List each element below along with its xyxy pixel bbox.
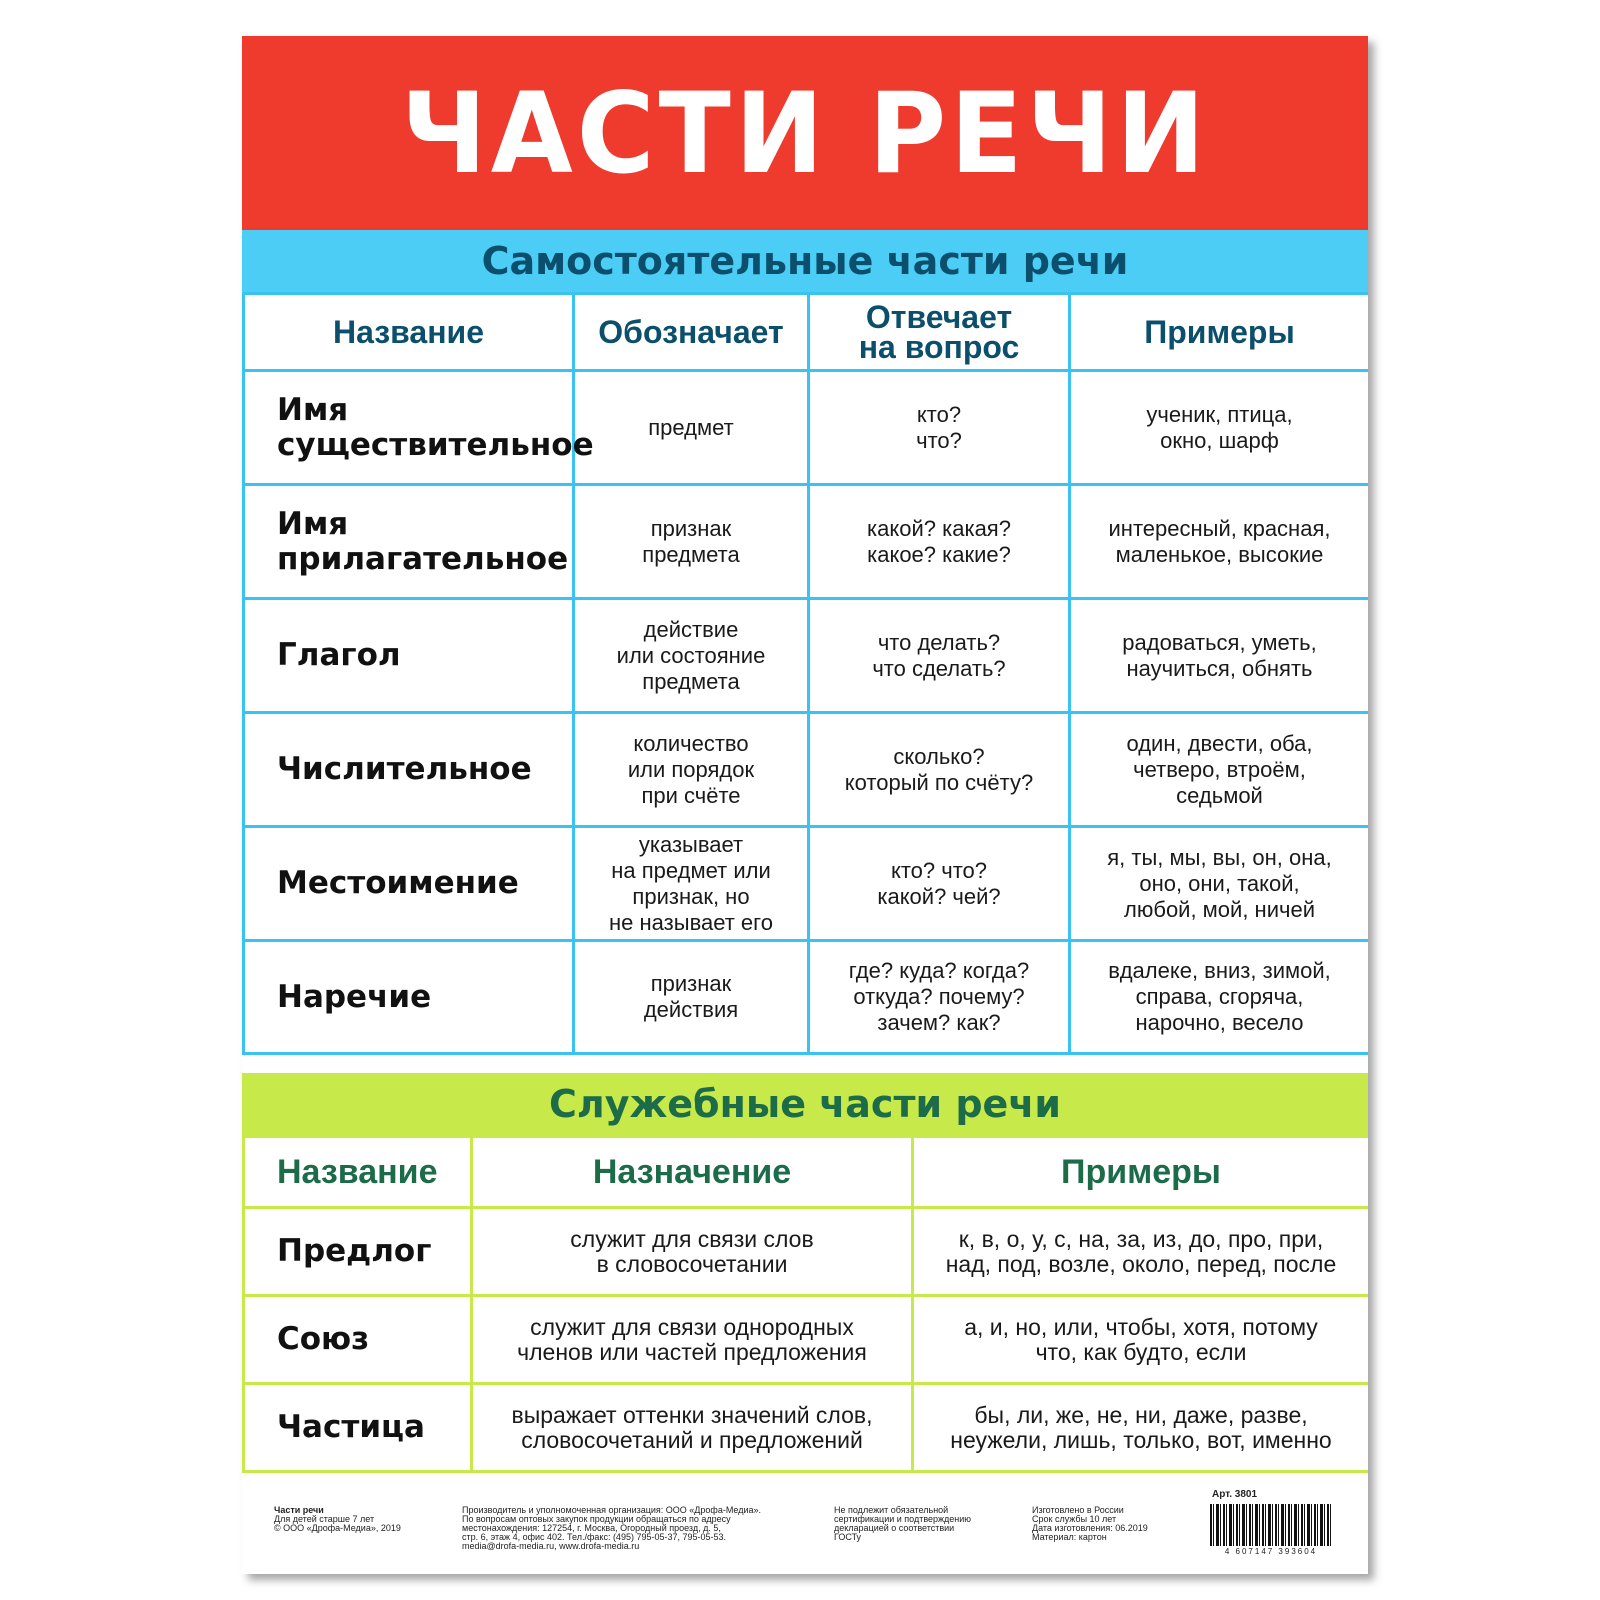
row-name: Имя прилагательное	[244, 485, 574, 599]
row-name: Предлог	[244, 1208, 472, 1296]
row-examples: один, двести, оба, четверо, втроём, седьмой	[1070, 713, 1369, 827]
row-purpose: выражает оттенки значений слов, словосочетаний и предложений	[472, 1384, 913, 1472]
row-examples: ученик, птица, окно, шарф	[1070, 371, 1369, 485]
barcode	[1210, 1504, 1332, 1546]
footer	[242, 1476, 1368, 1574]
row-meaning: предмет	[574, 371, 809, 485]
row-meaning: признак действия	[574, 941, 809, 1054]
row-name: Частица	[244, 1384, 472, 1472]
header-name: Название	[244, 1137, 472, 1208]
section1-title: Самостоятельные части речи	[481, 239, 1129, 283]
row-name: Союз	[244, 1296, 472, 1384]
row-question: кто? что? какой? чей?	[809, 827, 1070, 941]
header-name: Название	[244, 294, 574, 371]
row-meaning: действие или состояние предмета	[574, 599, 809, 713]
footer-product-info: Для детей старше 7 лет © ООО «Дрофа-Медиа», 2019	[274, 1514, 401, 1533]
poster	[242, 36, 1368, 1574]
table-row	[244, 1208, 1369, 1296]
row-name: Наречие	[244, 941, 574, 1054]
auxiliary-parts-table	[242, 1135, 1368, 1473]
header-question: Отвечает на вопрос	[809, 294, 1070, 371]
row-examples: вдалеке, вниз, зимой, справа, сгоряча, нарочно, весело	[1070, 941, 1369, 1054]
header-meaning: Обозначает	[574, 294, 809, 371]
table-row	[244, 713, 1369, 827]
footer-manufacturer: Производитель и уполномоченная организация: ООО «Дрофа-Медиа». По вопросам оптовых закупок продукции обращаться по адресу местонахождения: 127254, г. Москва, Огородный проезд, д. 5, стр. 6, этаж 4, офис 402. Тел./факс: (495) 795-05-37, 795-05-53. media@drofa-media.ru, www.drofa-media.ru	[462, 1505, 762, 1551]
article-number: Арт. 3801	[1212, 1489, 1258, 1500]
poster-title: ЧАСТИ РЕЧИ	[401, 68, 1209, 198]
table-row	[244, 371, 1369, 485]
row-name: Имя существительное	[244, 371, 574, 485]
row-meaning: признак предмета	[574, 485, 809, 599]
footer-product-title: Части речи	[274, 1505, 324, 1515]
header-examples: Примеры	[913, 1137, 1369, 1208]
row-question: что делать? что сделать?	[809, 599, 1070, 713]
table-row	[244, 1384, 1369, 1472]
independent-parts-table	[242, 292, 1368, 1055]
header-examples: Примеры	[1070, 294, 1369, 371]
row-question: кто? что?	[809, 371, 1070, 485]
table-row	[244, 485, 1369, 599]
table-row	[244, 599, 1369, 713]
row-examples: а, и, но, или, чтобы, хотя, потому что, как будто, если	[913, 1296, 1369, 1384]
row-examples: интересный, красная, маленькое, высокие	[1070, 485, 1369, 599]
table-row	[244, 1296, 1369, 1384]
row-meaning: указывает на предмет или признак, но не называет его	[574, 827, 809, 941]
row-question: сколько? который по счёту?	[809, 713, 1070, 827]
section1-header	[242, 230, 1368, 292]
barcode-number: 4 607147 393604	[1224, 1547, 1318, 1556]
table-row	[244, 827, 1369, 941]
header-purpose: Назначение	[472, 1137, 913, 1208]
row-examples: радоваться, уметь, научиться, обнять	[1070, 599, 1369, 713]
row-question: какой? какая? какое? какие?	[809, 485, 1070, 599]
footer-origin: Изготовлено в России Срок службы 10 лет Дата изготовления: 06.2019 Материал: картон	[1032, 1505, 1148, 1542]
section2-header	[242, 1073, 1368, 1135]
row-purpose: служит для связи слов в словосочетании	[472, 1208, 913, 1296]
table-row	[244, 941, 1369, 1054]
row-meaning: количество или порядок при счёте	[574, 713, 809, 827]
footer-product	[274, 1506, 401, 1533]
table-header-row	[244, 1137, 1369, 1208]
row-examples: к, в, о, у, с, на, за, из, до, про, при, над, под, возле, около, перед, после	[913, 1208, 1369, 1296]
row-name: Глагол	[244, 599, 574, 713]
row-purpose: служит для связи однородных членов или частей предложения	[472, 1296, 913, 1384]
row-name: Числительное	[244, 713, 574, 827]
section2-title: Служебные части речи	[548, 1082, 1062, 1126]
title-banner	[242, 36, 1368, 230]
row-name: Местоимение	[244, 827, 574, 941]
table-header-row	[244, 294, 1369, 371]
footer-certification: Не подлежит обязательной сертификации и подтверждению декларацией о соответствии ГОСТу	[834, 1505, 972, 1542]
row-question: где? куда? когда? откуда? почему? зачем? как?	[809, 941, 1070, 1054]
row-examples: бы, ли, же, не, ни, даже, разве, неужели, лишь, только, вот, именно	[913, 1384, 1369, 1472]
row-examples: я, ты, мы, вы, он, она, оно, они, такой, любой, мой, ничей	[1070, 827, 1369, 941]
